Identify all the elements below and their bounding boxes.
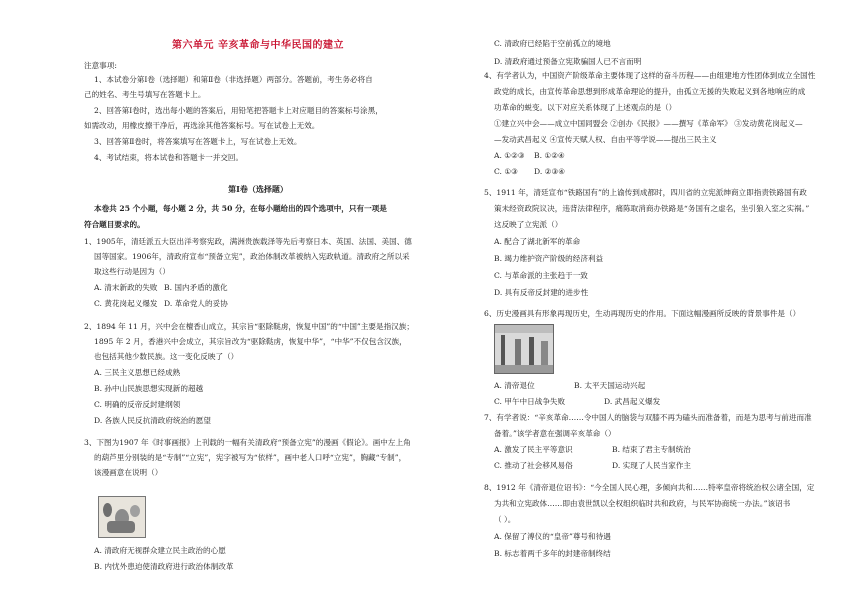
- question-3: [84, 437, 432, 478]
- question-8: [484, 482, 826, 559]
- option-a[interactable]: A. 三民主义思想已经成熟: [94, 368, 181, 377]
- question-items: —发动武昌起义 ④宣传天赋人权、自由平等学说——提出三民主义: [494, 135, 717, 144]
- cartoon-image: [98, 496, 146, 538]
- notice-item: 3、回答第Ⅱ卷时，将答案填写在答题卡上，写在试卷上无效。: [94, 137, 302, 146]
- question-stem: （ ）。: [494, 515, 516, 524]
- question-stem: 为共和立宪政体……即由袁世凯以全权组织临时共和政府，与民军协商统一办法。”该诏书: [494, 499, 791, 508]
- page-title: 第六单元 辛亥革命与中华民国的建立: [172, 40, 344, 51]
- question-4: [484, 70, 826, 177]
- question-stem: 7、有学者说：“辛亥革命……令中国人的脑袋与双膝不再为磕头而准备着，而是为思考与前进而准: [484, 413, 812, 422]
- option-c[interactable]: C. ①③: [494, 167, 518, 176]
- option-b[interactable]: B. 太平天国运动兴起: [574, 381, 646, 390]
- question-stem: 备着。”该学者意在强调辛亥革命（）: [494, 429, 616, 438]
- option-a[interactable]: A. 激发了民主平等意识: [494, 445, 573, 454]
- notice-item: 1、本试卷分第Ⅰ卷（选择题）和第Ⅱ卷（非选择题）两部分。答题前，考生务必将自: [94, 75, 373, 84]
- option-d[interactable]: D. 实现了人民当家作主: [612, 461, 691, 470]
- question-stem: 3、下图为1907 年《时事画报》上刊载的一幅有关清政府“预备立宪”的漫画《假论》。画中左上角: [84, 438, 411, 447]
- question-stem: 2、1894 年 11 月，兴中会在檀香山成立，其宗旨“驱除鞑虏，恢复中国”的“中国”主要是指汉族；: [84, 322, 414, 331]
- notice-items: [84, 74, 432, 163]
- option-b[interactable]: B. ①②④: [534, 151, 565, 160]
- question-stem: 4、有学者认为，中国资产阶级革命主要体现了这样的奋斗历程——由组建地方性团体到成立全国性: [484, 71, 816, 80]
- option-c[interactable]: C. 清政府已经陷于空前孤立的境地: [494, 39, 611, 48]
- option-b[interactable]: B. 竭力维护资产阶级的经济利益: [494, 254, 604, 263]
- option-c[interactable]: C. 甲午中日战争失败: [494, 397, 566, 406]
- section-intro-line: 本卷共 25 个小题，每小题 2 分，共 50 分，在每小题给出的四个选项中，只有一项是: [94, 204, 387, 213]
- notice-block: [84, 60, 432, 71]
- option-b[interactable]: B. 结束了君主专制统治: [612, 445, 691, 454]
- option-c[interactable]: C. 黄花岗起义爆发: [94, 299, 158, 308]
- option-d[interactable]: D. 具有反帝反封建的进步性: [494, 288, 589, 297]
- option-b[interactable]: B. 标志着两千多年的封建帝制终结: [494, 549, 611, 558]
- question-2: [84, 321, 432, 426]
- notice-item: 己的姓名、考生号填写在答题卡上。: [84, 90, 206, 99]
- section-title: 第Ⅰ卷（选择题）: [228, 184, 288, 194]
- question-stem: 6、历史漫画具有形象再现历史，生动再现历史的作用。下面这幅漫画所反映的背景事件是（）: [484, 309, 801, 318]
- option-d[interactable]: D. ②③④: [534, 167, 566, 176]
- option-d[interactable]: D. 清政府通过预备立宪欺骗国人已不言而明: [494, 57, 642, 66]
- section-intro: [84, 203, 432, 230]
- question-stem: 也包括其他少数民族。这一变化反映了（）: [94, 352, 239, 361]
- option-c[interactable]: C. 推动了社会移风易俗: [494, 461, 573, 470]
- question-items: ①建立兴中会——成立中国同盟会 ②创办《民报》——撰写《革命军》 ③发动黄花岗起义—: [494, 119, 803, 128]
- history-cartoon-image: [494, 324, 554, 374]
- question-stem: 取这些行动是因为（）: [94, 267, 170, 276]
- question-stem: 的葫芦里分别装的是“专制”“立宪”，宪字被写为“依样”，画中老人口呼“立宪”，胸藏“专制”，: [94, 453, 407, 462]
- question-stem: 策未经资政院议决，违背法律程序，痛陈取消商办铁路是“务国有之虚名，坐引狼入室之实祸。”: [494, 204, 810, 213]
- option-a[interactable]: A. ①②③: [494, 151, 525, 160]
- option-d[interactable]: D. 各族人民反抗清政府统治的愿望: [94, 416, 211, 425]
- option-a[interactable]: A. 清政府无视群众建立民主政治的心愿: [94, 546, 226, 555]
- option-a[interactable]: A. 清末新政的失败: [94, 283, 158, 292]
- option-a[interactable]: A. 清帝退位: [494, 381, 535, 390]
- option-b[interactable]: B. 国内矛盾的激化: [164, 283, 228, 292]
- notice-item: 2、回答第Ⅰ卷时，选出每小题的答案后，用铅笔把答题卡上对应题目的答案标号涂黑，: [94, 106, 383, 115]
- question-stem: 这反映了立宪派（）: [494, 220, 563, 229]
- option-a[interactable]: A. 配合了湖北新军的革命: [494, 237, 581, 246]
- option-b[interactable]: B. 孙中山民族思想实现新的超越: [94, 384, 204, 393]
- option-b[interactable]: B. 内忧外患迫使清政府进行政治体制改革: [94, 562, 234, 571]
- question-1: [84, 236, 432, 309]
- question-stem: 国等国家。1906年，清政府宣布“预备立宪”，政治体制改革被纳入宪政轨道。清政府之所以采: [94, 252, 410, 261]
- question-6: [484, 308, 826, 319]
- question-stem: 8、1912 年《清帝退位诏书》：“今全国人民心理，多倾向共和……特率皇帝将统治权公诸全国，定: [484, 483, 815, 492]
- question-3-continued: [484, 38, 826, 67]
- notice-item: 4、考试结束，将本试卷和答题卡一并交回。: [94, 153, 244, 162]
- notice-item: 如需改动，用橡皮擦干净后，再选涂其他答案标号。写在试卷上无效。: [84, 121, 320, 130]
- question-stem: 该漫画意在说明（）: [94, 468, 163, 477]
- option-d[interactable]: D. 革命党人的妥协: [164, 299, 228, 308]
- question-7: [484, 412, 826, 471]
- question-stem: 1895 年 2 月，香港兴中会成立，其宗旨改为“驱除鞑虏，恢复中华”，“中华”不仅包含汉族，: [94, 337, 407, 346]
- question-stem: 政党的成长，由宣传革命思想到形成革命理论的提升，由孤立无援的失败起义到各地响应的成: [494, 87, 806, 96]
- option-a[interactable]: A. 保留了溥仪的“皇帝”尊号和待遇: [494, 532, 611, 541]
- question-stem: 功革命的蜕变。以下对应关系体现了上述观点的是（）: [494, 103, 677, 112]
- section-intro-line: 符合题目要求的。: [84, 220, 145, 229]
- question-stem: 5、1911 年，清廷宣布“铁路国有”的上谕传到成都时，四川省的立宪派绅商立即指责铁路国有政: [484, 188, 807, 197]
- question-stem: 1、1905年，清廷派五大臣出洋考察宪政，满洲贵族载泽等先后考察日本、英国、法国、美国、德: [84, 237, 412, 246]
- question-6-options: [484, 380, 826, 407]
- option-c[interactable]: C. 与革命派的主张趋于一致: [494, 271, 588, 280]
- question-5: [484, 187, 826, 298]
- option-d[interactable]: D. 武昌起义爆发: [604, 397, 661, 406]
- notice-heading: 注意事项:: [84, 61, 117, 70]
- question-3-options: [84, 545, 432, 572]
- option-c[interactable]: C. 明确的反帝反封建纲领: [94, 400, 181, 409]
